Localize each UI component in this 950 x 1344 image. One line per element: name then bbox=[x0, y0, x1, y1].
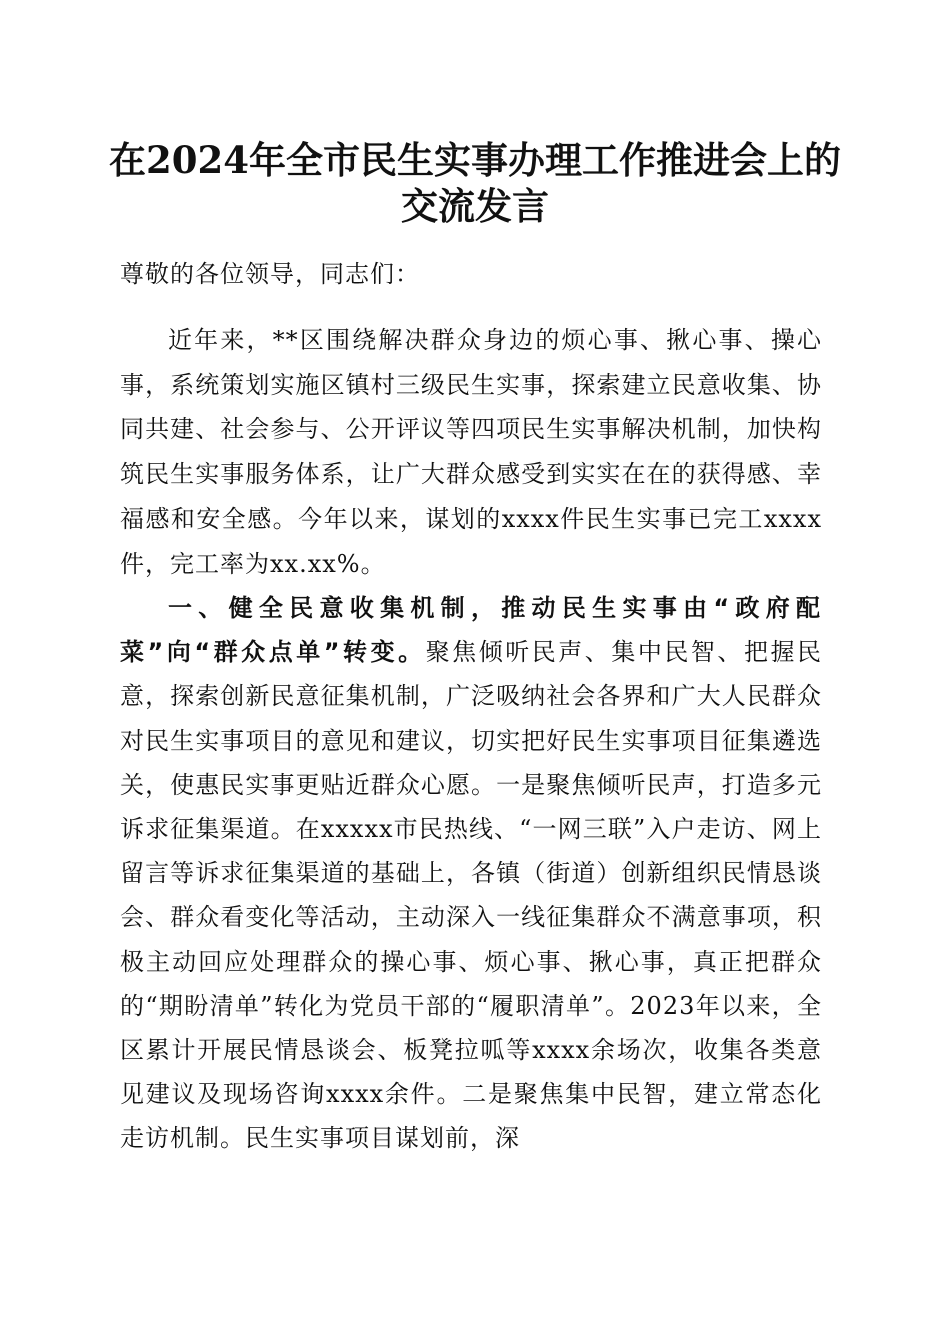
section-1-paragraph bbox=[120, 586, 822, 1161]
salutation: 尊敬的各位领导，同志们： bbox=[120, 260, 420, 288]
document-title-line-2: 交流发言 bbox=[401, 184, 549, 228]
document-title-line-1: 在2024年全市民生实事办理工作推进会上的 bbox=[109, 138, 841, 182]
section-1-body: 聚焦倾听民声、集中民智、把握民意，探索创新民意征集机制，广泛吸纳社会各界和广大人民群众对民生实事项目的意见和建议，切实把好民生实事项目征集遴选关，使惠民实事更贴近群众心愿。一是聚焦倾听民声，打造多元诉求征集渠道。在xxxxx市民热线、“一网三联”入户走访、网上留言等诉求征集渠道的基础上，各镇（街道）创新组织民情恳谈会、群众看变化等活动，主动深入一线征集群众不满意事项，积极主动回应处理群众的操心事、烦心事、揪心事，真正把群众的“期盼清单”转化为党员干部的“履职清单”。2023年以来，全区累计开展民情恳谈会、板凳拉呱等xxxx余场次，收集各类意见建议及现场咨询xxxx余件。二是聚焦集中民智，建立常态化走访机制。民生实事项目谋划前，深 bbox=[120, 638, 823, 1153]
section-1-heading: 一、健全民意收集机制，推动民生实事由“政府配菜”向“群众点单”转变。 bbox=[120, 594, 822, 667]
intro-paragraph: 近年来，**区围绕解决群众身边的烦心事、揪心事、操心事，系统策划实施区镇村三级民生实事，探索建立民意收集、协同共建、社会参与、公开评议等四项民生实事解决机制，加快构筑民生实事服务体系，让广大群众感受到实实在在的获得感、幸福感和安全感。今年以来，谋划的xxxx件民生实事已完工xxxx件，完工率为xx.xx%。 bbox=[120, 326, 822, 578]
